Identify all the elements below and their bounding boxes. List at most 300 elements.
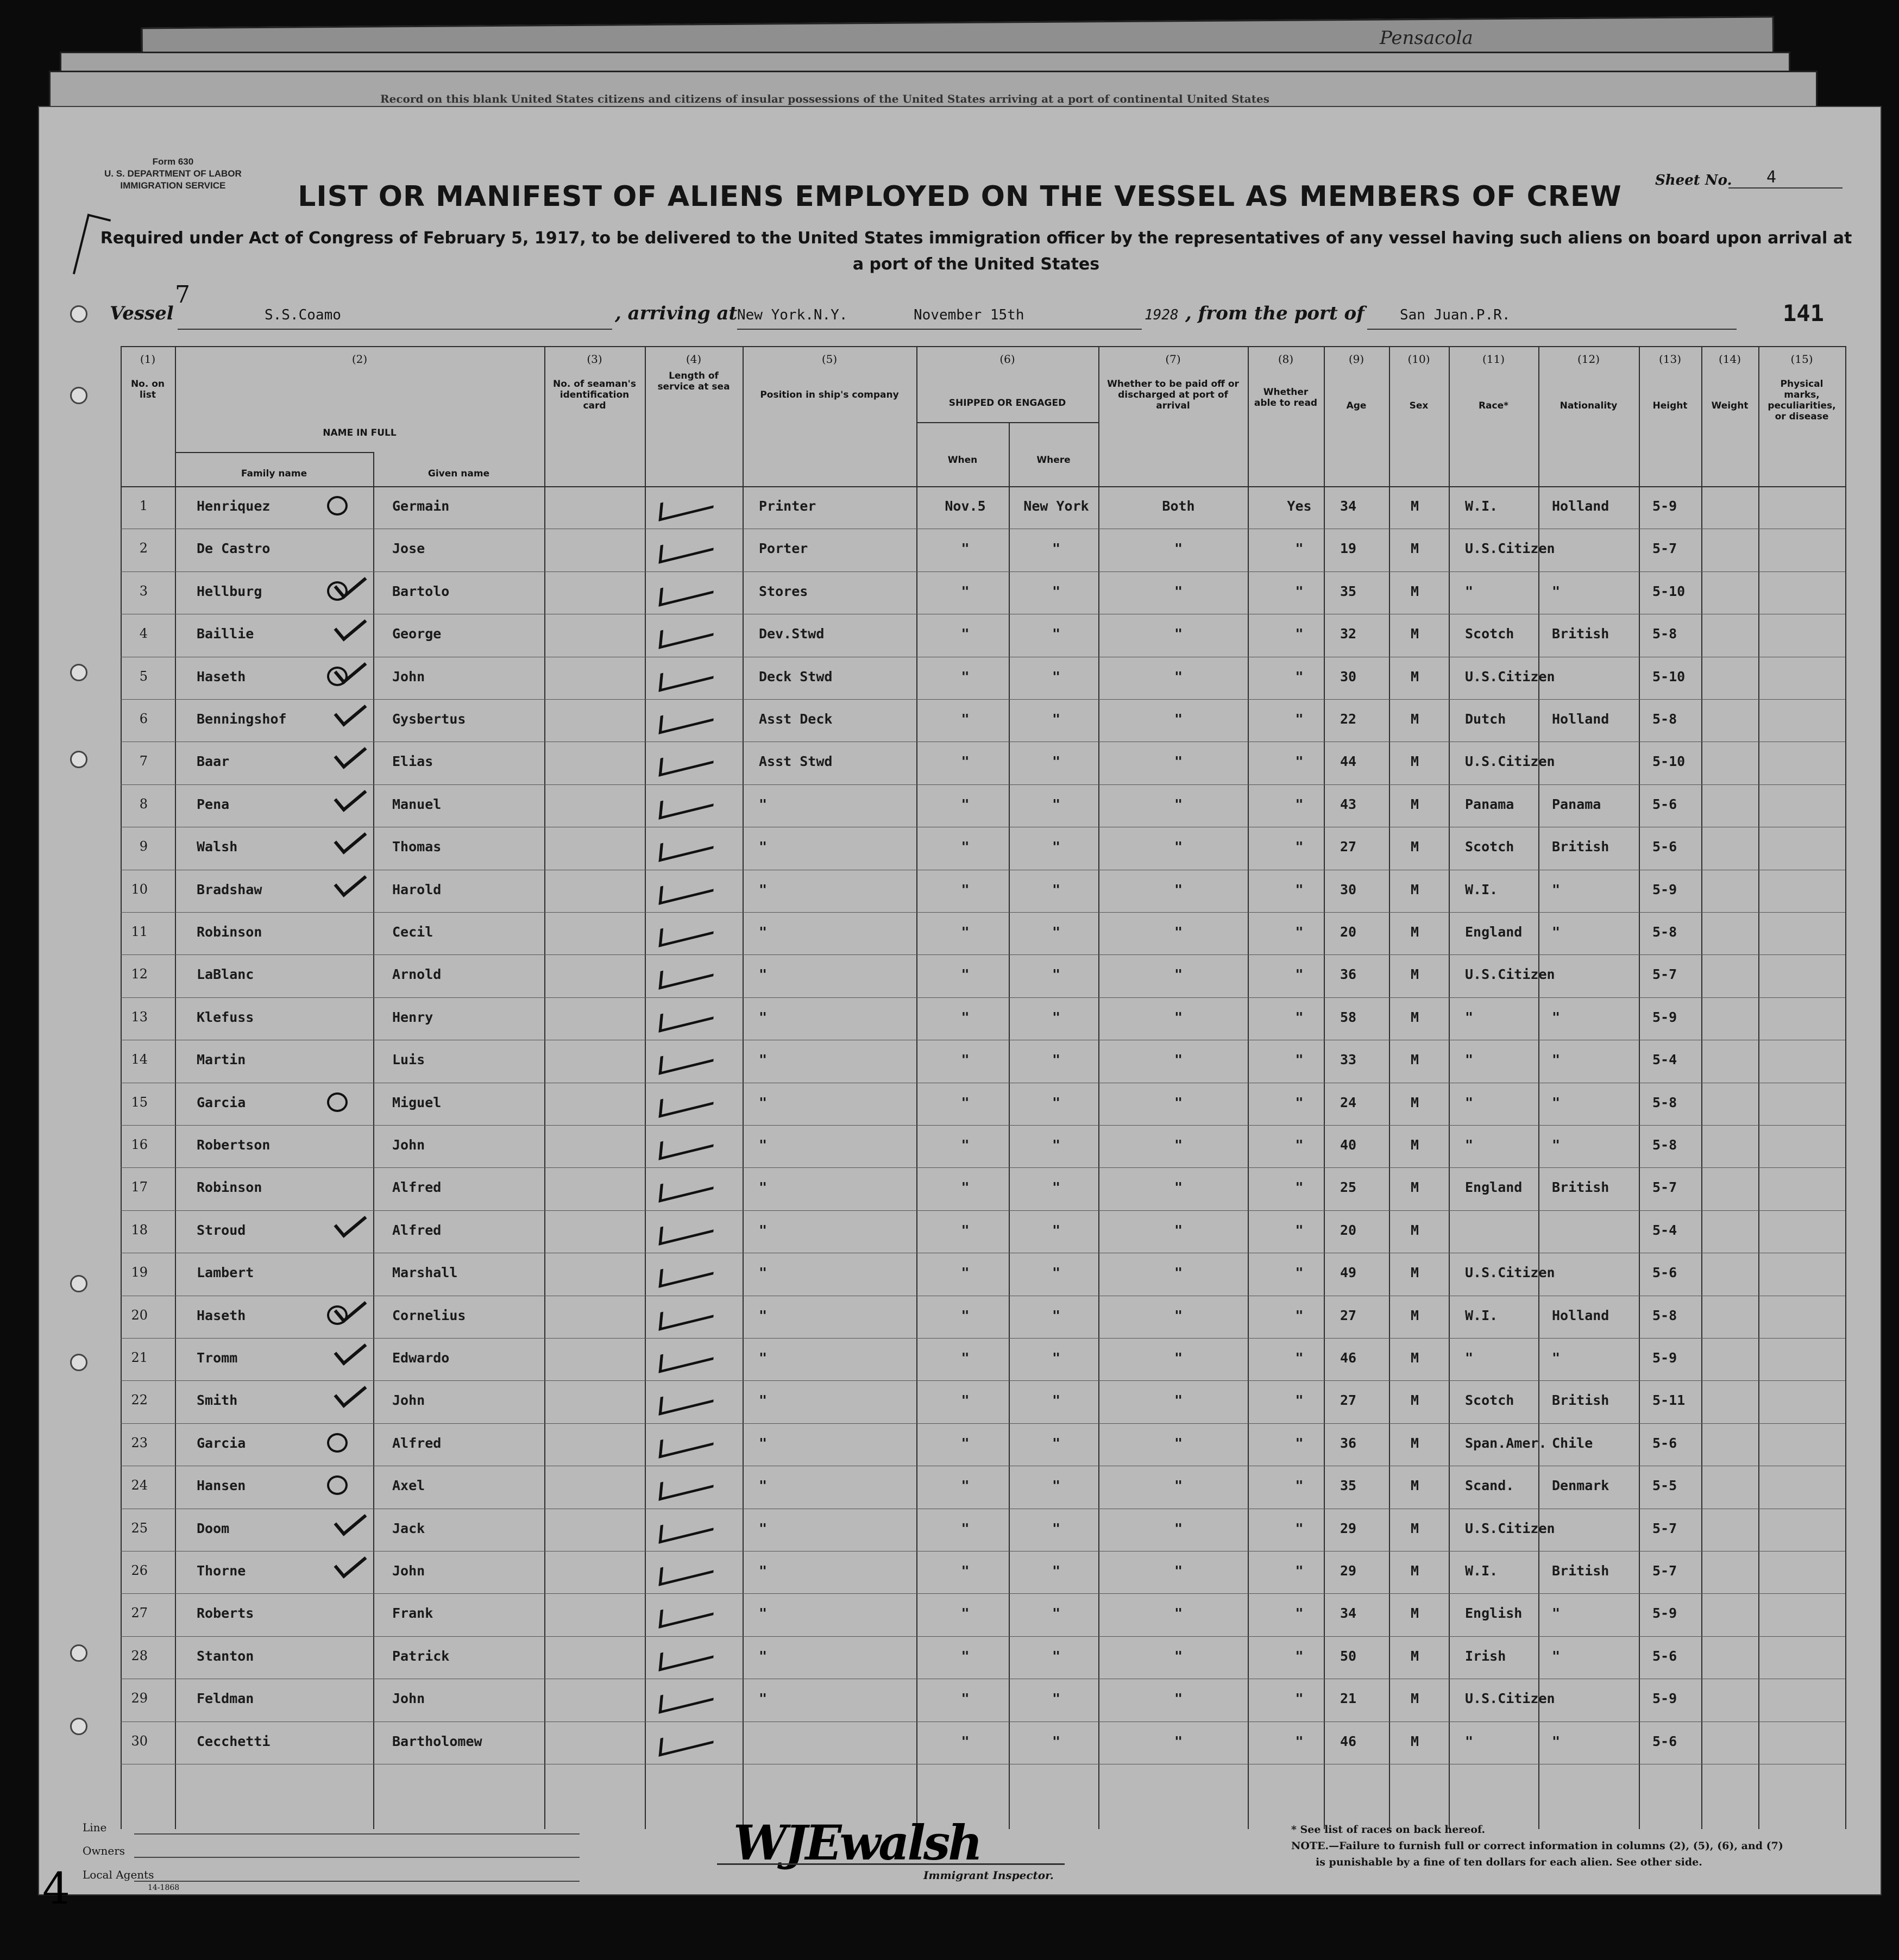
able-read-cell: " xyxy=(1295,924,1304,940)
sex-cell: M xyxy=(1411,1265,1419,1281)
age-cell: 44 xyxy=(1340,753,1357,770)
table-column-border xyxy=(1758,346,1759,1829)
header-id-card: No. of seaman's identification card xyxy=(552,379,636,411)
height-cell: 5-8 xyxy=(1652,626,1677,642)
family-name-cell: Tromm xyxy=(197,1350,238,1366)
row-number: 23 xyxy=(131,1435,148,1450)
race-cell: Irish xyxy=(1465,1648,1506,1664)
position-cell: " xyxy=(759,1307,768,1323)
table-column-border xyxy=(1389,346,1390,1829)
shipped-where-cell: " xyxy=(1052,541,1061,557)
able-read-cell: " xyxy=(1295,966,1304,983)
shipped-when-cell: " xyxy=(961,1605,970,1622)
height-cell: 5-8 xyxy=(1652,1094,1677,1110)
race-cell: " xyxy=(1465,583,1474,599)
sex-cell: M xyxy=(1411,1307,1419,1323)
given-name-cell: Cornelius xyxy=(392,1307,466,1323)
family-name-cell: De Castro xyxy=(197,541,271,557)
race-cell: England xyxy=(1465,924,1523,940)
id-card-check-mark xyxy=(659,660,715,692)
given-name-cell: George xyxy=(392,626,442,642)
nationality-cell: British xyxy=(1552,1179,1609,1196)
paid-off-cell: " xyxy=(1174,1009,1183,1025)
given-name-cell: John xyxy=(392,1137,425,1153)
date-underline xyxy=(914,329,1142,330)
able-read-cell: " xyxy=(1295,583,1304,599)
position-cell: " xyxy=(759,1094,768,1110)
shipped-when-cell: " xyxy=(961,1307,970,1323)
age-cell: 29 xyxy=(1340,1563,1357,1579)
column-number: (1) xyxy=(140,353,156,366)
nationality-cell: British xyxy=(1552,626,1609,642)
able-read-cell: " xyxy=(1295,1265,1304,1281)
form-number: Form 630 xyxy=(152,156,194,167)
age-cell: 40 xyxy=(1340,1137,1357,1153)
race-cell: Span.Amer. xyxy=(1465,1435,1547,1451)
sex-cell: M xyxy=(1411,1009,1419,1025)
family-name-cell: Bradshaw xyxy=(197,881,262,897)
id-card-check-mark xyxy=(659,830,715,862)
shipped-when-cell: " xyxy=(961,1392,970,1409)
penalty-note: NOTE.—Failure to furnish full or correct information in columns (2), (5), (6), and (7) xyxy=(1291,1840,1783,1852)
column-number: (11) xyxy=(1482,353,1505,366)
height-cell: 5-11 xyxy=(1652,1392,1686,1409)
header-when: When xyxy=(947,455,978,466)
shipped-when-cell: " xyxy=(961,1350,970,1366)
nationality-cell: British xyxy=(1552,1563,1609,1579)
check-mark xyxy=(334,823,367,854)
column-number: (2) xyxy=(351,353,368,366)
able-read-cell: " xyxy=(1295,1648,1304,1664)
table-row-divider xyxy=(121,1593,1845,1594)
height-cell: 5-9 xyxy=(1652,881,1677,897)
given-name-cell: Miguel xyxy=(392,1094,442,1110)
check-mark xyxy=(334,781,367,812)
able-read-cell: " xyxy=(1295,541,1304,557)
shipped-where-cell: " xyxy=(1052,1052,1061,1068)
shipped-when-cell: " xyxy=(961,1179,970,1196)
given-name-cell: Henry xyxy=(392,1009,433,1025)
family-name-cell: Garcia xyxy=(197,1094,246,1110)
race-cell: Scotch xyxy=(1465,839,1514,855)
able-read-cell: " xyxy=(1295,1222,1304,1238)
shipped-header-divider xyxy=(916,422,1098,423)
arrival-year: 1928 xyxy=(1145,307,1179,323)
nationality-cell: British xyxy=(1552,1392,1609,1409)
races-note: * See list of races on back hereof. xyxy=(1291,1824,1486,1836)
header-nationality: Nationality xyxy=(1560,400,1618,411)
header-where: Where xyxy=(1036,455,1071,466)
position-cell: " xyxy=(759,1179,768,1196)
column-number: (15) xyxy=(1790,353,1813,366)
table-column-border xyxy=(1449,346,1450,1829)
shipped-where-cell: " xyxy=(1052,1179,1061,1196)
row-number: 2 xyxy=(139,541,148,556)
height-cell: 5-6 xyxy=(1652,1733,1677,1749)
nationality-cell: British xyxy=(1552,839,1609,855)
able-read-cell: " xyxy=(1295,1094,1304,1110)
table-row-divider xyxy=(121,1380,1845,1381)
paid-off-cell: " xyxy=(1174,1691,1183,1707)
header-able-read: Whether able to read xyxy=(1254,387,1318,409)
column-number: (7) xyxy=(1165,353,1181,366)
circle-annotation-mark xyxy=(327,1433,348,1453)
page-number: 141 xyxy=(1783,300,1824,326)
table-row-divider xyxy=(121,954,1845,955)
position-cell: " xyxy=(759,966,768,983)
able-read-cell: " xyxy=(1295,1052,1304,1068)
family-name-cell: Robinson xyxy=(197,1179,262,1196)
family-name-cell: Klefuss xyxy=(197,1009,254,1025)
immigrant-inspector-label: Immigrant Inspector. xyxy=(923,1869,1054,1882)
height-cell: 5-8 xyxy=(1652,924,1677,940)
sex-cell: M xyxy=(1411,1179,1419,1196)
sheet-number-label: Sheet No. xyxy=(1655,172,1732,189)
race-cell: Scotch xyxy=(1465,626,1514,642)
age-cell: 24 xyxy=(1340,1094,1357,1110)
paid-off-cell: Both xyxy=(1162,498,1195,514)
height-cell: 5-6 xyxy=(1652,1648,1677,1664)
shipped-when-cell: " xyxy=(961,626,970,642)
able-read-cell: " xyxy=(1295,711,1304,727)
form-code: 14-1868 xyxy=(148,1883,180,1892)
position-cell: Asst Stwd xyxy=(759,753,833,770)
nationality-cell: Holland xyxy=(1552,711,1609,727)
paid-off-cell: " xyxy=(1174,839,1183,855)
position-cell: " xyxy=(759,1648,768,1664)
family-name-cell: Martin xyxy=(197,1052,246,1068)
row-number: 7 xyxy=(139,753,148,769)
binder-hole xyxy=(70,387,87,404)
able-read-cell: " xyxy=(1295,1478,1304,1494)
paid-off-cell: " xyxy=(1174,583,1183,599)
arriving-label: , arriving at xyxy=(615,303,738,324)
header-given-name: Given name xyxy=(427,468,490,479)
shipped-where-cell: " xyxy=(1052,1435,1061,1451)
nationality-cell: Chile xyxy=(1552,1435,1593,1451)
able-read-cell: " xyxy=(1295,1563,1304,1579)
header-bottom-border xyxy=(121,486,1845,487)
height-cell: 5-8 xyxy=(1652,1307,1677,1323)
height-cell: 5-10 xyxy=(1652,753,1686,770)
given-name-cell: John xyxy=(392,1691,425,1707)
id-card-check-mark xyxy=(659,1639,715,1671)
row-number: 22 xyxy=(131,1392,148,1408)
shipped-when-cell: " xyxy=(961,1009,970,1025)
given-name-cell: Bartolo xyxy=(392,583,450,599)
nationality-cell: " xyxy=(1552,1094,1561,1110)
family-name-cell: Thorne xyxy=(197,1563,246,1579)
age-cell: 49 xyxy=(1340,1265,1357,1281)
column-number: (12) xyxy=(1577,353,1600,366)
table-column-border xyxy=(175,346,176,1829)
local-agents-underline xyxy=(134,1881,580,1882)
height-cell: 5-7 xyxy=(1652,1179,1677,1196)
position-cell: Asst Deck xyxy=(759,711,833,727)
paid-off-cell: " xyxy=(1174,1435,1183,1451)
height-cell: 5-5 xyxy=(1652,1478,1677,1494)
able-read-cell: " xyxy=(1295,1137,1304,1153)
race-cell: U.S.Citizen xyxy=(1465,1520,1555,1536)
family-name-cell: Benningshof xyxy=(197,711,287,727)
column-number: (4) xyxy=(686,353,702,366)
check-mark xyxy=(334,866,367,897)
able-read-cell: " xyxy=(1295,1605,1304,1622)
header-weight: Weight xyxy=(1711,400,1749,411)
family-name-cell: Haseth xyxy=(197,1307,246,1323)
shipped-when-cell: " xyxy=(961,1520,970,1536)
age-cell: 35 xyxy=(1340,583,1357,599)
sex-cell: M xyxy=(1411,1605,1419,1622)
height-cell: 5-9 xyxy=(1652,1605,1677,1622)
nationality-cell: " xyxy=(1552,1733,1561,1749)
shipped-where-cell: " xyxy=(1052,1350,1061,1366)
able-read-cell: Yes xyxy=(1287,498,1312,514)
sex-cell: M xyxy=(1411,1563,1419,1579)
sex-cell: M xyxy=(1411,881,1419,897)
from-underline xyxy=(1367,329,1737,330)
column-number: (9) xyxy=(1348,353,1364,366)
given-name-cell: Luis xyxy=(392,1052,425,1068)
able-read-cell: " xyxy=(1295,881,1304,897)
row-number: 30 xyxy=(131,1733,148,1749)
table-column-border xyxy=(916,346,917,1829)
nationality-cell: Holland xyxy=(1552,498,1609,514)
binder-hole xyxy=(70,1275,87,1292)
header-name-in-full: NAME IN FULL xyxy=(323,428,397,438)
nationality-cell: " xyxy=(1552,1350,1561,1366)
able-read-cell: " xyxy=(1295,1691,1304,1707)
able-read-cell: " xyxy=(1295,1307,1304,1323)
shipped-when-cell: " xyxy=(961,924,970,940)
column-number: (14) xyxy=(1718,353,1741,366)
paid-off-cell: " xyxy=(1174,881,1183,897)
arriving-port: New York.N.Y. xyxy=(737,307,848,323)
position-cell: Printer xyxy=(759,498,816,514)
column-number: (8) xyxy=(1278,353,1294,366)
family-name-cell: Hellburg xyxy=(197,583,262,599)
row-number: 20 xyxy=(131,1307,148,1323)
id-card-check-mark xyxy=(659,1043,715,1075)
row-number: 19 xyxy=(131,1265,148,1280)
paid-off-cell: " xyxy=(1174,924,1183,940)
row-number: 24 xyxy=(131,1478,148,1493)
table-column-border xyxy=(1248,346,1249,1829)
arriving-underline xyxy=(737,329,922,330)
race-cell: U.S.Citizen xyxy=(1465,966,1555,983)
age-cell: 20 xyxy=(1340,1222,1357,1238)
header-no-on-list: No. on list xyxy=(130,379,165,400)
able-read-cell: " xyxy=(1295,1733,1304,1749)
given-name-cell: Jose xyxy=(392,541,425,557)
age-cell: 36 xyxy=(1340,1435,1357,1451)
shipped-when-cell: " xyxy=(961,1733,970,1749)
age-cell: 20 xyxy=(1340,924,1357,940)
table-column-border xyxy=(645,346,646,1829)
race-cell: U.S.Citizen xyxy=(1465,541,1555,557)
id-card-check-mark xyxy=(659,915,715,947)
table-row-divider xyxy=(121,1210,1845,1211)
shipped-where-cell: " xyxy=(1052,1222,1061,1238)
age-cell: 25 xyxy=(1340,1179,1357,1196)
race-cell: U.S.Citizen xyxy=(1465,1265,1555,1281)
age-cell: 33 xyxy=(1340,1052,1357,1068)
table-row-divider xyxy=(121,1338,1845,1339)
sex-cell: M xyxy=(1411,966,1419,983)
height-cell: 5-6 xyxy=(1652,839,1677,855)
given-name-cell: Patrick xyxy=(392,1648,450,1664)
corner-handwritten-mark: 7 xyxy=(175,281,190,309)
given-name-cell: Jack xyxy=(392,1520,425,1536)
paid-off-cell: " xyxy=(1174,1265,1183,1281)
paid-off-cell: " xyxy=(1174,1137,1183,1153)
height-cell: 5-6 xyxy=(1652,796,1677,812)
shipped-when-cell: " xyxy=(961,753,970,770)
row-number: 18 xyxy=(131,1222,148,1237)
sex-cell: M xyxy=(1411,668,1419,684)
vessel-label: Vessel xyxy=(110,303,174,324)
sex-cell: M xyxy=(1411,1435,1419,1451)
sex-cell: M xyxy=(1411,753,1419,770)
age-cell: 43 xyxy=(1340,796,1357,812)
id-card-check-mark xyxy=(659,1682,715,1713)
given-name-cell: Cecil xyxy=(392,924,433,940)
family-name-cell: Robinson xyxy=(197,924,262,940)
sex-cell: M xyxy=(1411,1392,1419,1409)
binder-hole xyxy=(70,1644,87,1662)
shipped-where-cell: " xyxy=(1052,626,1061,642)
race-cell: Dutch xyxy=(1465,711,1506,727)
row-number: 25 xyxy=(131,1520,148,1536)
id-card-check-mark xyxy=(659,745,715,777)
id-card-check-mark xyxy=(659,1299,715,1330)
shipped-where-cell: " xyxy=(1052,1137,1061,1153)
able-read-cell: " xyxy=(1295,1520,1304,1536)
table-row-divider xyxy=(121,1167,1845,1168)
family-name-cell: Robertson xyxy=(197,1137,271,1153)
age-cell: 36 xyxy=(1340,966,1357,983)
row-number: 3 xyxy=(139,583,148,599)
height-cell: 5-9 xyxy=(1652,498,1677,514)
id-card-check-mark xyxy=(659,1469,715,1500)
column-number: (5) xyxy=(821,353,838,366)
shipped-where-cell: " xyxy=(1052,1265,1061,1281)
header-length-service: Length of service at sea xyxy=(657,370,730,392)
nationality-cell: Denmark xyxy=(1552,1478,1609,1494)
race-cell: Panama xyxy=(1465,796,1514,812)
able-read-cell: " xyxy=(1295,668,1304,684)
position-cell: " xyxy=(759,1222,768,1238)
age-cell: 27 xyxy=(1340,1307,1357,1323)
shipped-where-cell: " xyxy=(1052,1392,1061,1409)
sex-cell: M xyxy=(1411,924,1419,940)
check-mark xyxy=(334,1377,367,1408)
given-name-cell: Alfred xyxy=(392,1435,442,1451)
shipped-where-cell: " xyxy=(1052,1691,1061,1707)
shipped-where-cell: New York xyxy=(1023,498,1089,514)
height-cell: 5-10 xyxy=(1652,583,1686,599)
age-cell: 29 xyxy=(1340,1520,1357,1536)
family-name-cell: Pena xyxy=(197,796,230,812)
family-name-cell: Haseth xyxy=(197,668,246,684)
id-card-check-mark xyxy=(659,1725,715,1756)
background-sheet-note: Record on this blank United States citizens and citizens of insular possessions of the United States arriving at a port of continental United States xyxy=(380,92,1269,105)
nationality-cell: " xyxy=(1552,1137,1561,1153)
sex-cell: M xyxy=(1411,839,1419,855)
nationality-cell: " xyxy=(1552,1605,1561,1622)
height-cell: 5-7 xyxy=(1652,1520,1677,1536)
given-name-cell: John xyxy=(392,668,425,684)
corner-number-mark: 4 xyxy=(42,1863,70,1914)
position-cell: Stores xyxy=(759,583,808,599)
position-cell: " xyxy=(759,1265,768,1281)
row-number: 26 xyxy=(131,1563,148,1578)
position-cell: " xyxy=(759,1520,768,1536)
height-cell: 5-10 xyxy=(1652,668,1686,684)
sex-cell: M xyxy=(1411,1350,1419,1366)
family-name-cell: Feldman xyxy=(197,1691,254,1707)
able-read-cell: " xyxy=(1295,753,1304,770)
shipped-when-cell: Nov.5 xyxy=(945,498,986,514)
binder-hole xyxy=(70,664,87,681)
shipped-where-cell: " xyxy=(1052,839,1061,855)
race-cell: " xyxy=(1465,1094,1474,1110)
age-cell: 34 xyxy=(1340,498,1357,514)
sex-cell: M xyxy=(1411,583,1419,599)
shipped-where-cell: " xyxy=(1052,668,1061,684)
paid-off-cell: " xyxy=(1174,541,1183,557)
given-name-cell: Germain xyxy=(392,498,450,514)
check-mark xyxy=(334,1547,367,1578)
nationality-cell: " xyxy=(1552,1648,1561,1664)
family-name-cell: Walsh xyxy=(197,839,238,855)
paid-off-cell: " xyxy=(1174,1392,1183,1409)
table-column-border xyxy=(1324,346,1325,1829)
age-cell: 46 xyxy=(1340,1350,1357,1366)
sex-cell: M xyxy=(1411,1520,1419,1536)
row-number: 4 xyxy=(139,626,148,642)
paid-off-cell: " xyxy=(1174,1094,1183,1110)
shipped-where-cell: " xyxy=(1052,711,1061,727)
given-name-cell: Elias xyxy=(392,753,433,770)
table-row-divider xyxy=(121,912,1845,913)
nationality-cell: " xyxy=(1552,1052,1561,1068)
check-mark xyxy=(334,1505,367,1536)
paid-off-cell: " xyxy=(1174,626,1183,642)
row-number: 8 xyxy=(139,796,148,812)
table-row-divider xyxy=(121,1423,1845,1424)
sex-cell: M xyxy=(1411,711,1419,727)
arrival-date: November 15th xyxy=(914,307,1024,323)
family-name-cell: Roberts xyxy=(197,1605,254,1622)
paid-off-cell: " xyxy=(1174,1478,1183,1494)
header-family-name: Family name xyxy=(241,468,307,479)
age-cell: 27 xyxy=(1340,839,1357,855)
given-name-cell: John xyxy=(392,1563,425,1579)
race-cell: W.I. xyxy=(1465,881,1498,897)
id-card-check-mark xyxy=(659,873,715,904)
shipped-where-cell: " xyxy=(1052,881,1061,897)
column-number: (10) xyxy=(1407,353,1430,366)
height-cell: 5-9 xyxy=(1652,1009,1677,1025)
inspector-signature: WJEwalsh xyxy=(733,1814,981,1871)
position-cell: " xyxy=(759,1605,768,1622)
race-cell: Scand. xyxy=(1465,1478,1514,1494)
header-position: Position in ship's company xyxy=(760,390,899,400)
row-number: 1 xyxy=(139,498,148,513)
position-cell: " xyxy=(759,1691,768,1707)
race-cell: " xyxy=(1465,1052,1474,1068)
